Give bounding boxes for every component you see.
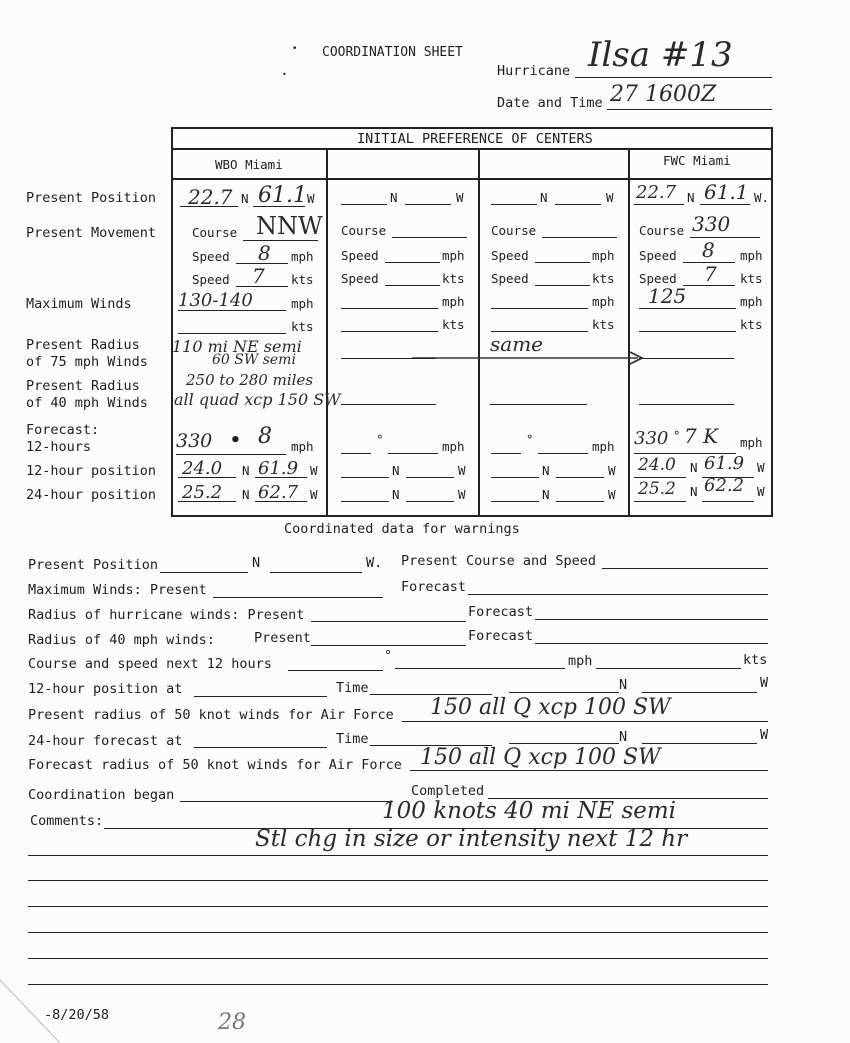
- radius-hurricane-label: Radius of hurricane winds: Present: [28, 607, 305, 623]
- course-label: Course: [639, 223, 685, 238]
- same-note: same: [490, 332, 543, 356]
- unit-mph: mph: [592, 439, 615, 454]
- col-header-fwc: FWC Miami: [663, 153, 731, 168]
- course-label: Course: [192, 225, 238, 240]
- wbo-p24-lat: 25.2: [182, 482, 223, 503]
- wbo-lat: 22.7: [188, 185, 233, 209]
- unit-n: N: [242, 487, 250, 502]
- radius-40-label: Radius of 40 mph winds:: [28, 632, 215, 648]
- present-label: Present: [254, 630, 311, 646]
- row-label-radius75-b: of 75 mph Winds: [26, 354, 148, 370]
- unit-kts: kts: [442, 271, 465, 286]
- speed-label: Speed: [491, 248, 529, 263]
- unit-w: W: [608, 487, 616, 502]
- fwc-p12-lat: 24.0: [638, 455, 676, 475]
- speed-label: Speed: [639, 271, 677, 286]
- completed-label: Completed: [411, 783, 485, 799]
- unit-w: W: [760, 675, 769, 691]
- row-label-24h-position: 24-hour position: [26, 487, 157, 503]
- unit-n: N: [542, 487, 550, 502]
- forecast-label: Forecast: [468, 604, 534, 620]
- coordinated-title: Coordinated data for warnings: [284, 521, 520, 537]
- fwc-lat: 22.7: [636, 182, 677, 203]
- unit-w: W.: [366, 555, 383, 571]
- comments-label: Comments:: [30, 813, 104, 829]
- unit-mph: mph: [442, 439, 465, 454]
- scan-mark: •: [292, 44, 298, 54]
- forecast-label: Forecast: [401, 579, 467, 595]
- datetime-label: Date and Time: [497, 95, 603, 111]
- wbo-radius75-1: 110 mi NE semi: [172, 337, 302, 356]
- row-label-forecast-b: 12-hours: [26, 439, 92, 455]
- time-label: Time: [336, 731, 369, 747]
- hurricane-label: Hurricane: [497, 63, 571, 79]
- unit-mph: mph: [291, 249, 314, 264]
- unit-w: W.: [754, 190, 770, 205]
- pos12-at-label: 12-hour position at: [28, 681, 183, 697]
- unit-kts: kts: [291, 272, 314, 287]
- unit-mph: mph: [740, 248, 763, 263]
- unit-n: N: [252, 555, 261, 571]
- comment-line-2: Stl chg in size or intensity next 12 hr: [255, 826, 688, 852]
- unit-mph: mph: [291, 439, 314, 454]
- row-label-radius40-a: Present Radius: [26, 378, 140, 394]
- table-title: INITIAL PREFERENCE OF CENTERS: [357, 131, 593, 147]
- wbo-radius40-2: all quad xcp 150 SW: [174, 390, 341, 409]
- degree-dot: •: [230, 430, 241, 451]
- forecast-label: Forecast: [468, 628, 534, 644]
- unit-n: N: [619, 677, 628, 693]
- unit-mph: mph: [442, 248, 465, 263]
- fwc-max-winds: 125: [648, 284, 687, 308]
- unit-mph: mph: [592, 248, 615, 263]
- unit-w: W: [310, 487, 318, 502]
- unit-kts: kts: [291, 319, 314, 334]
- unit-kts: kts: [740, 271, 763, 286]
- fwc-p12-lon: 61.9: [704, 453, 745, 474]
- scan-mark: •: [282, 70, 287, 79]
- page-mark: 28: [218, 1010, 246, 1035]
- coordination-began-label: Coordination began: [28, 787, 175, 803]
- wbo-lon: 61.1: [258, 183, 307, 208]
- wbo-fc-speed: 8: [258, 424, 272, 449]
- sheet-title: COORDINATION SHEET: [322, 45, 463, 60]
- wbo-speed-mph: 8: [258, 241, 271, 265]
- fwc-fc-speed: 7 K: [684, 424, 719, 448]
- speed-label: Speed: [341, 271, 379, 286]
- unit-degree: °: [526, 432, 534, 447]
- row-label-12h-position: 12-hour position: [26, 463, 157, 479]
- wbo-p24-lon: 62.7: [258, 482, 299, 503]
- unit-kts: kts: [592, 317, 615, 332]
- course-label: Course: [341, 223, 387, 238]
- speed-label: Speed: [192, 272, 230, 287]
- radius50-forecast-label: Forecast radius of 50 knot winds for Air Force: [28, 757, 402, 773]
- row-label-maximum-winds: Maximum Winds: [26, 296, 132, 312]
- row-label-radius40-b: of 40 mph Winds: [26, 395, 148, 411]
- fwc-speed-kts: 7: [704, 262, 717, 286]
- unit-w: W: [310, 463, 318, 478]
- speed-label: Speed: [639, 248, 677, 263]
- wbo-fc-course: 330: [176, 430, 213, 452]
- datetime-value: 27 1600Z: [610, 82, 717, 107]
- unit-kts: kts: [442, 317, 465, 332]
- unit-n: N: [690, 460, 698, 475]
- unit-mph: mph: [568, 653, 593, 669]
- fwc-lon: 61.1: [704, 180, 749, 204]
- time-label: Time: [336, 680, 369, 696]
- unit-w: W: [456, 190, 464, 205]
- unit-mph: mph: [740, 435, 763, 450]
- wbo-speed-kts: 7: [252, 264, 265, 288]
- unit-n: N: [619, 729, 628, 745]
- row-label-present-position: Present Position: [26, 190, 157, 206]
- row-label-forecast-a: Forecast:: [26, 422, 100, 438]
- unit-n: N: [242, 463, 250, 478]
- unit-mph: mph: [740, 294, 763, 309]
- wbo-course: NNW: [256, 212, 323, 240]
- unit-n: N: [392, 487, 400, 502]
- fwc-fc-course: 330: [634, 428, 669, 449]
- unit-n: N: [241, 191, 249, 206]
- unit-n: N: [687, 190, 695, 205]
- unit-mph: mph: [291, 296, 314, 311]
- unit-w: W: [307, 191, 315, 206]
- unit-n: N: [540, 190, 548, 205]
- fwc-speed-mph: 8: [702, 238, 715, 262]
- comment-line-1: 100 knots 40 mi NE semi: [382, 798, 677, 824]
- fwc-course: 330: [692, 212, 731, 236]
- course-speed-12-label: Course and speed next 12 hours: [28, 656, 272, 672]
- wbo-p12-lat: 24.0: [182, 458, 223, 479]
- radius50-forecast-value: 150 all Q xcp 100 SW: [420, 745, 661, 770]
- unit-w: W: [458, 463, 466, 478]
- wbo-radius40-1: 250 to 280 miles: [186, 371, 314, 389]
- hurricane-value: Ilsa #13: [588, 35, 733, 75]
- unit-kts: kts: [740, 317, 763, 332]
- present-course-speed-label: Present Course and Speed: [401, 553, 597, 569]
- unit-w: W: [757, 460, 765, 475]
- col-header-wbo: WBO Miami: [215, 157, 283, 172]
- unit-kts: kts: [743, 652, 768, 668]
- unit-mph: mph: [442, 294, 465, 309]
- row-label-present-movement: Present Movement: [26, 225, 157, 241]
- unit-w: W: [760, 727, 769, 743]
- max-winds-label: Maximum Winds: Present: [28, 582, 207, 598]
- unit-kts: kts: [592, 271, 615, 286]
- fwc-p24-lon: 62.2: [704, 475, 745, 496]
- wbo-p12-lon: 61.9: [258, 458, 299, 479]
- unit-w: W: [458, 487, 466, 502]
- speed-label: Speed: [491, 271, 529, 286]
- unit-n: N: [542, 463, 550, 478]
- unit-degree: °: [384, 648, 393, 664]
- speed-label: Speed: [341, 248, 379, 263]
- unit-w: W: [757, 484, 765, 499]
- present-position-label: Present Position: [28, 557, 159, 573]
- speed-label: Speed: [192, 249, 230, 264]
- wbo-radius75-2: 60 SW semi: [212, 352, 296, 368]
- unit-n: N: [690, 484, 698, 499]
- unit-n: N: [390, 190, 398, 205]
- unit-mph: mph: [592, 294, 615, 309]
- wbo-max-winds: 130-140: [178, 290, 253, 311]
- fwc-p24-lat: 25.2: [638, 479, 676, 499]
- fc24-at-label: 24-hour forecast at: [28, 733, 183, 749]
- course-label: Course: [491, 223, 537, 238]
- unit-degree: °: [673, 428, 681, 443]
- row-label-radius75-a: Present Radius: [26, 337, 140, 353]
- radius50-present-value: 150 all Q xcp 100 SW: [430, 695, 671, 720]
- page-corner-fold: [0, 980, 60, 1043]
- unit-w: W: [606, 190, 614, 205]
- form-code: -8/20/58: [44, 1007, 110, 1023]
- unit-degree: °: [376, 432, 384, 447]
- unit-w: W: [608, 463, 616, 478]
- unit-n: N: [392, 463, 400, 478]
- radius50-present-label: Present radius of 50 knot winds for Air Force: [28, 707, 394, 723]
